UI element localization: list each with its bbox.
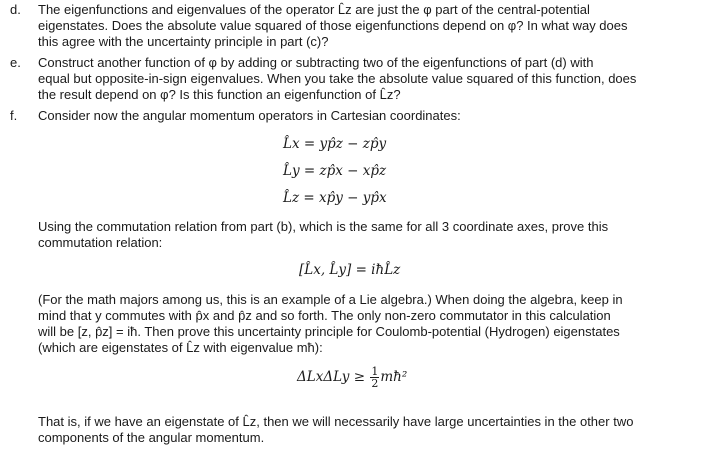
equation-commutator: [L̂x, L̂y] = iħL̂z	[299, 262, 401, 278]
one-half-fraction: $\frac{1}{2}$	[371, 365, 379, 390]
item-text: Consider now the angular momentum operators in Cartesian coordinates:	[38, 108, 461, 123]
item-label: e.	[10, 55, 21, 70]
item-text: The eigenfunctions and eigenvalues of the operator L̂z are just the φ part of the central-potential eigenstates. Does the absolute value squared of those eigenfunctions depend on φ? In what way does this agree with the uncertainty principle in part (c)?	[38, 2, 628, 49]
commutation-intro-paragraph: Using the commutation relation from part (b), which is the same for all 3 coordinate axes, prove this commutation relation:	[38, 219, 609, 250]
conclusion-paragraph: That is, if we have an eigenstate of L̂z, then we will necessarily have large uncertainties in the other two components of the angular momentum.	[38, 414, 634, 445]
problem-item-d	[10, 2, 678, 50]
problem-item-e	[10, 55, 678, 103]
item-text: Construct another function of φ by adding or subtracting two of the eigenfunctions of part (d) with equal but opposite-in-sign eigenvalues. When you take the absolute value squared of this function, does the result depend on φ? Is this function an eigenfunction of L̂z?	[38, 55, 637, 102]
equation-uncertainty: ΔLxΔLy ≥ $\frac{1}{2}$ mħ²	[297, 365, 408, 390]
equation-ly: L̂y = zp̂x − xp̂z	[283, 163, 387, 179]
lie-algebra-paragraph: (For the math majors among us, this is an example of a Lie algebra.) When doing the algebra, keep in mind that y commutes with p̂x and p̂z and so forth. The only non-zero commutator in this calculation will be [z, p̂z] = iħ. Then prove this uncertainty principle for Coulomb-potential (Hydrogen) eigenstates (which are eigenstates of L̂z with eigenvalue mħ):	[38, 292, 623, 355]
item-label: d.	[10, 2, 21, 17]
problem-item-f	[10, 108, 678, 124]
item-label: f.	[10, 108, 18, 123]
equation-lz: L̂z = xp̂y − yp̂x	[283, 190, 387, 206]
equation-lx: L̂x = yp̂z − zp̂y	[283, 136, 387, 152]
